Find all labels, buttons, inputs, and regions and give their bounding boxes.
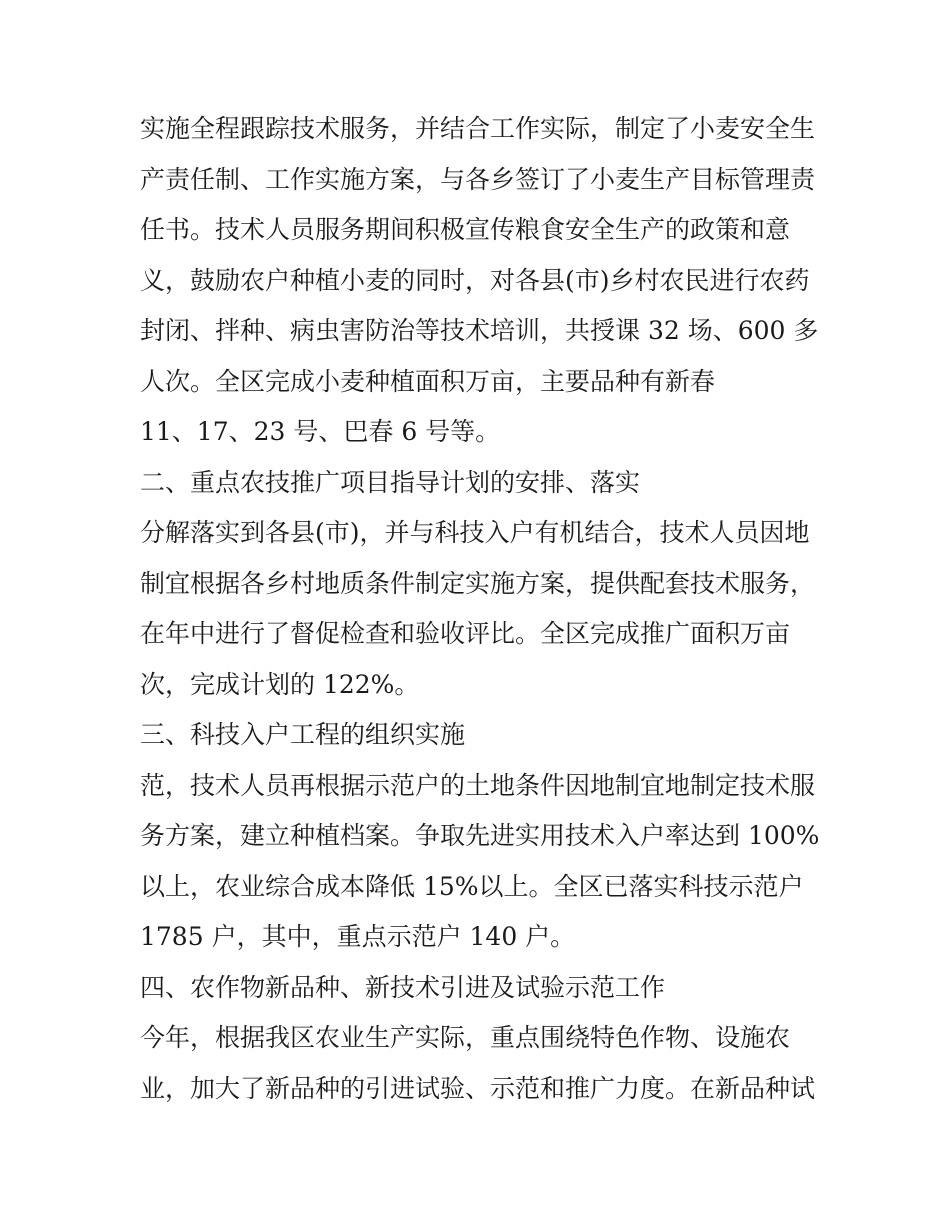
text-line: 务方案，建立种植档案。争取先进实用技术入户率达到 100% [140, 821, 820, 850]
text-line: 分解落实到各县(市)，并与科技入户有机结合，技术人员因地 [140, 518, 810, 547]
text-line: 1785 户，其中，重点示范户 140 户。 [140, 922, 576, 951]
text-line: 义，鼓励农户种植小麦的同时，对各县(市)乡村农民进行农药 [140, 266, 810, 295]
text-line: 人次。全区完成小麦种植面积万亩，主要品种有新春 [140, 367, 716, 396]
text-line: 次，完成计划的 122%。 [140, 670, 420, 699]
section-heading: 三、科技入户工程的组织实施 [140, 720, 466, 749]
text-line: 实施全程跟踪技术服务，并结合工作实际，制定了小麦安全生 [140, 114, 816, 143]
text-line: 以上，农业综合成本降低 15%以上。全区已落实科技示范户 [140, 872, 804, 901]
text-line: 今年，根据我区农业生产实际，重点围绕特色作物、设施农 [140, 1023, 791, 1052]
text-line: 范，技术人员再根据示范户的土地条件因地制宜地制定技术服 [140, 771, 816, 800]
text-line: 业，加大了新品种的引进试验、示范和推广力度。在新品种试 [140, 1074, 816, 1103]
text-line: 在年中进行了督促检查和验收评比。全区完成推广面积万亩 [140, 619, 791, 648]
text-line: 产责任制、工作实施方案，与各乡签订了小麦生产目标管理责 [140, 165, 816, 194]
text-line: 封闭、拌种、病虫害防治等技术培训，共授课 32 场、600 多 [140, 316, 819, 345]
text-line: 11、17、23 号、巴春 6 号等。 [140, 417, 501, 446]
section-heading: 四、农作物新品种、新技术引进及试验示范工作 [140, 973, 666, 1002]
text-line: 任书。技术人员服务期间积极宣传粮食安全生产的政策和意 [140, 215, 791, 244]
section-heading: 二、重点农技推广项目指导计划的安排、落实 [140, 468, 641, 497]
text-line: 制宜根据各乡村地质条件制定实施方案，提供配套技术服务， [140, 569, 816, 598]
